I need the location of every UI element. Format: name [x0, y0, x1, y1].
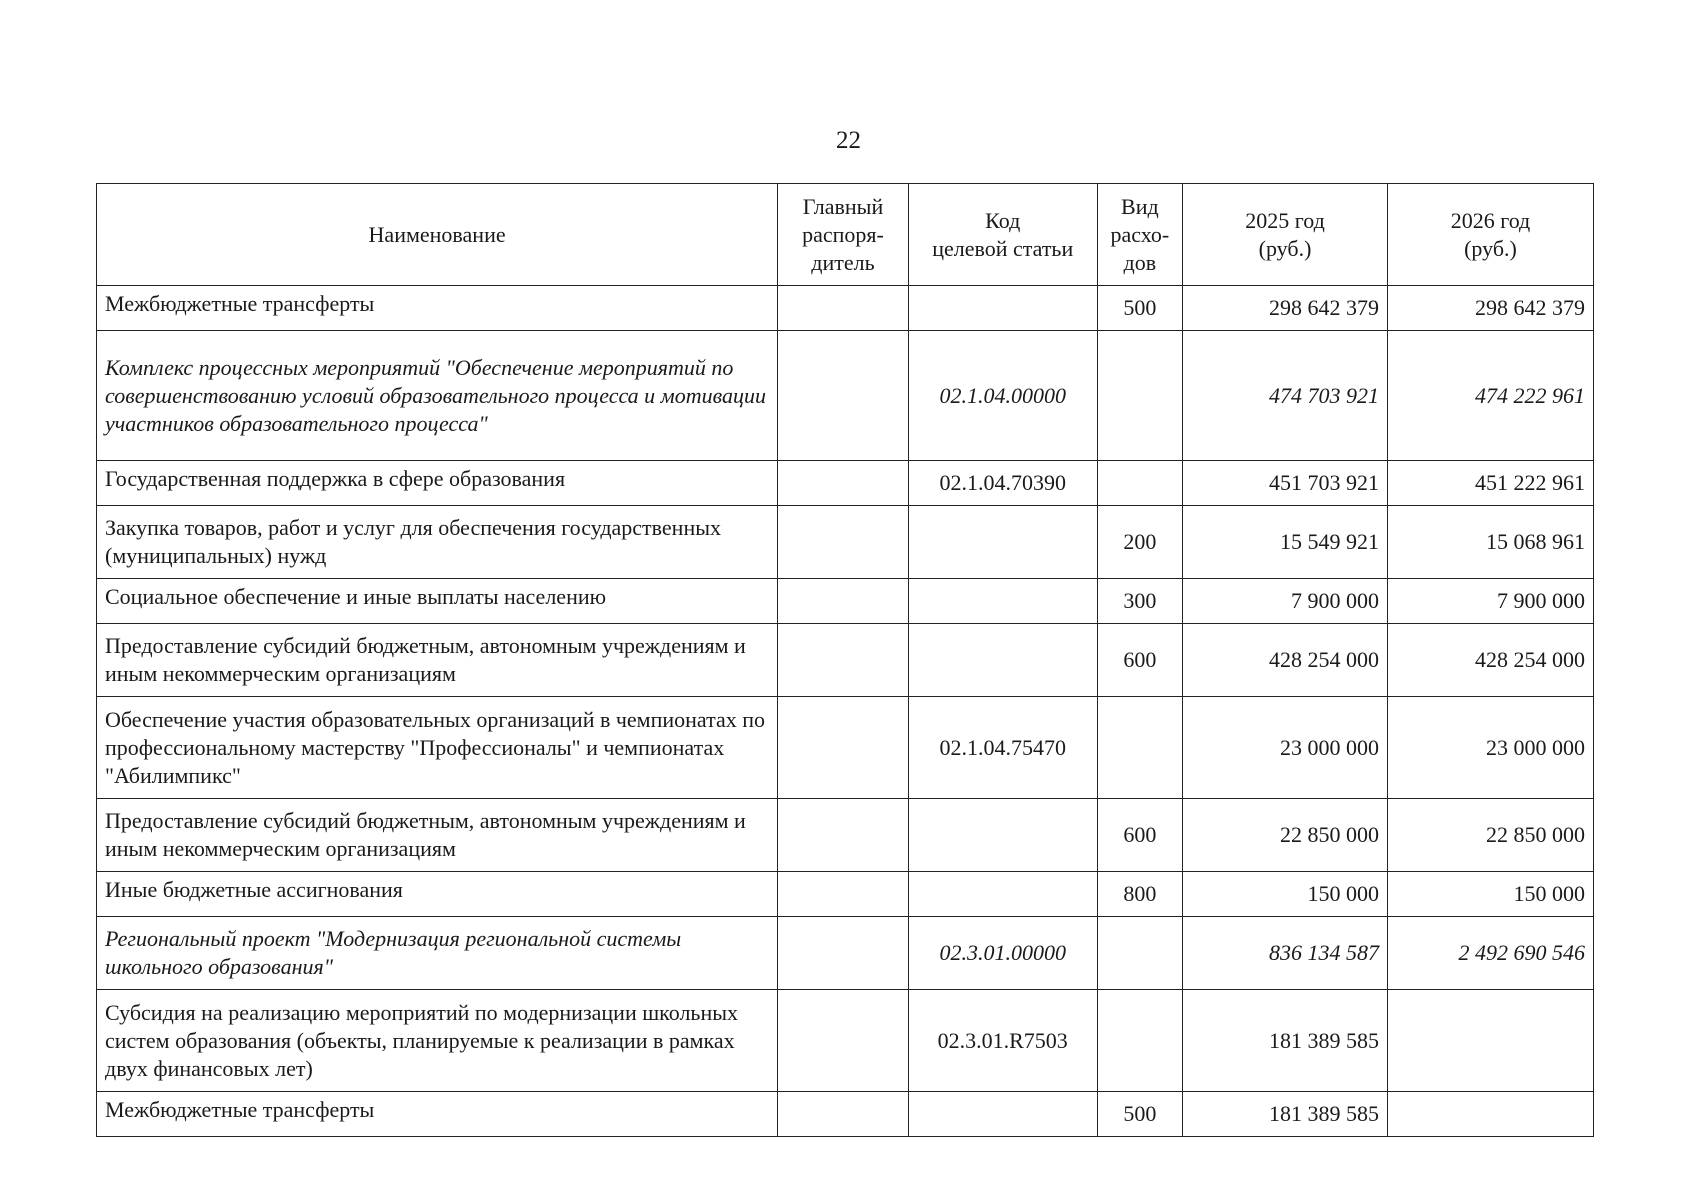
- row-2025: 298 642 379: [1183, 286, 1388, 331]
- row-2025: 428 254 000: [1183, 624, 1388, 697]
- row-name: Обеспечение участия образовательных организаций в чемпионатах по профессиональному мастерству "Профессионалы" и чемпионатах "Абилимпикс": [97, 697, 778, 799]
- row-manager: [778, 1092, 909, 1137]
- row-manager: [778, 506, 909, 579]
- table-row: [97, 624, 1594, 697]
- row-code: [908, 624, 1097, 697]
- row-kind: 600: [1097, 624, 1182, 697]
- table-row: [97, 506, 1594, 579]
- row-name: Региональный проект "Модернизация региональной системы школьного образования": [97, 917, 778, 990]
- row-2025: 150 000: [1183, 872, 1388, 917]
- row-code: 02.1.04.00000: [908, 331, 1097, 461]
- table-header-row: [97, 184, 1594, 286]
- row-manager: [778, 461, 909, 506]
- row-manager: [778, 579, 909, 624]
- row-2025: 7 900 000: [1183, 579, 1388, 624]
- header-manager-line: распоря-: [802, 221, 884, 247]
- row-2025: 836 134 587: [1183, 917, 1388, 990]
- header-2025-line: 2025 год: [1245, 207, 1325, 233]
- row-kind: 500: [1097, 286, 1182, 331]
- row-kind: 300: [1097, 579, 1182, 624]
- row-name: Комплекс процессных мероприятий "Обеспечение мероприятий по совершенствованию условий образовательного процесса и мотивации участников образовательного процесса": [97, 331, 778, 461]
- row-name: Закупка товаров, работ и услуг для обеспечения государственных (муниципальных) нужд: [97, 506, 778, 579]
- row-name: Предоставление субсидий бюджетным, автономным учреждениям и иным некоммерческим организациям: [97, 624, 778, 697]
- row-2026: 7 900 000: [1388, 579, 1594, 624]
- row-kind: [1097, 461, 1182, 506]
- header-kind-line: расхо-: [1110, 221, 1170, 247]
- row-2025: 23 000 000: [1183, 697, 1388, 799]
- table-row: [97, 579, 1594, 624]
- table-row: [97, 799, 1594, 872]
- table-row: [97, 990, 1594, 1092]
- table-row: [97, 872, 1594, 917]
- header-name: [97, 184, 778, 286]
- row-code: 02.1.04.75470: [908, 697, 1097, 799]
- row-code: [908, 506, 1097, 579]
- row-2026: 15 068 961: [1388, 506, 1594, 579]
- row-2026: 150 000: [1388, 872, 1594, 917]
- header-manager-line: Главный: [802, 193, 884, 219]
- row-name: Межбюджетные трансферты: [97, 286, 778, 331]
- header-2025-line: (руб.): [1258, 235, 1312, 261]
- row-code: [908, 1092, 1097, 1137]
- header-kind-line: Вид: [1121, 193, 1159, 219]
- row-kind: [1097, 990, 1182, 1092]
- row-2025: 451 703 921: [1183, 461, 1388, 506]
- row-kind: [1097, 917, 1182, 990]
- budget-table: [96, 183, 1594, 1137]
- row-name: Субсидия на реализацию мероприятий по модернизации школьных систем образования (объекты, планируемые к реализации в рамках двух финансовых лет): [97, 990, 778, 1092]
- row-2026: 298 642 379: [1388, 286, 1594, 331]
- row-name: Государственная поддержка в сфере образования: [97, 461, 778, 506]
- row-2026: 474 222 961: [1388, 331, 1594, 461]
- row-2026: [1388, 1092, 1594, 1137]
- row-code: [908, 286, 1097, 331]
- table-row: [97, 286, 1594, 331]
- row-2026: [1388, 990, 1594, 1092]
- row-2026: 22 850 000: [1388, 799, 1594, 872]
- row-2026: 23 000 000: [1388, 697, 1594, 799]
- row-2026: 2 492 690 546: [1388, 917, 1594, 990]
- row-2025: 474 703 921: [1183, 331, 1388, 461]
- row-manager: [778, 286, 909, 331]
- row-code: 02.3.01.R7503: [908, 990, 1097, 1092]
- row-kind: 500: [1097, 1092, 1182, 1137]
- row-2026: 451 222 961: [1388, 461, 1594, 506]
- row-manager: [778, 624, 909, 697]
- row-2025: 15 549 921: [1183, 506, 1388, 579]
- row-code: 02.3.01.00000: [908, 917, 1097, 990]
- header-name-text: Наименование: [368, 221, 506, 247]
- header-2026-line: (руб.): [1464, 235, 1517, 261]
- page-number: 22: [836, 127, 861, 154]
- header-kind-line: дов: [1123, 249, 1157, 275]
- row-manager: [778, 990, 909, 1092]
- row-code: 02.1.04.70390: [908, 461, 1097, 506]
- row-2025: 181 389 585: [1183, 1092, 1388, 1137]
- table-row: [97, 331, 1594, 461]
- header-manager-line: дитель: [811, 249, 875, 275]
- row-name: Межбюджетные трансферты: [97, 1092, 778, 1137]
- header-code-line: целевой статьи: [932, 235, 1074, 261]
- row-kind: 200: [1097, 506, 1182, 579]
- table-row: [97, 1092, 1594, 1137]
- header-2026-line: 2026 год: [1450, 207, 1531, 233]
- row-manager: [778, 331, 909, 461]
- row-manager: [778, 872, 909, 917]
- row-manager: [778, 697, 909, 799]
- header-code: [908, 184, 1097, 286]
- row-code: [908, 872, 1097, 917]
- row-kind: [1097, 331, 1182, 461]
- row-code: [908, 799, 1097, 872]
- table-row: [97, 461, 1594, 506]
- header-manager: [778, 184, 909, 286]
- row-2025: 181 389 585: [1183, 990, 1388, 1092]
- row-2026: 428 254 000: [1388, 624, 1594, 697]
- table-row: [97, 917, 1594, 990]
- header-code-line: Код: [985, 207, 1021, 233]
- header-2025: [1183, 184, 1388, 286]
- row-code: [908, 579, 1097, 624]
- header-2026: [1388, 184, 1594, 286]
- header-kind: [1097, 184, 1182, 286]
- table-row: [97, 697, 1594, 799]
- row-manager: [778, 917, 909, 990]
- row-name: Предоставление субсидий бюджетным, автономным учреждениям и иным некоммерческим организациям: [97, 799, 778, 872]
- row-kind: [1097, 697, 1182, 799]
- row-name: Социальное обеспечение и иные выплаты населению: [97, 579, 778, 624]
- row-kind: 600: [1097, 799, 1182, 872]
- row-name: Иные бюджетные ассигнования: [97, 872, 778, 917]
- row-2025: 22 850 000: [1183, 799, 1388, 872]
- row-manager: [778, 799, 909, 872]
- row-kind: 800: [1097, 872, 1182, 917]
